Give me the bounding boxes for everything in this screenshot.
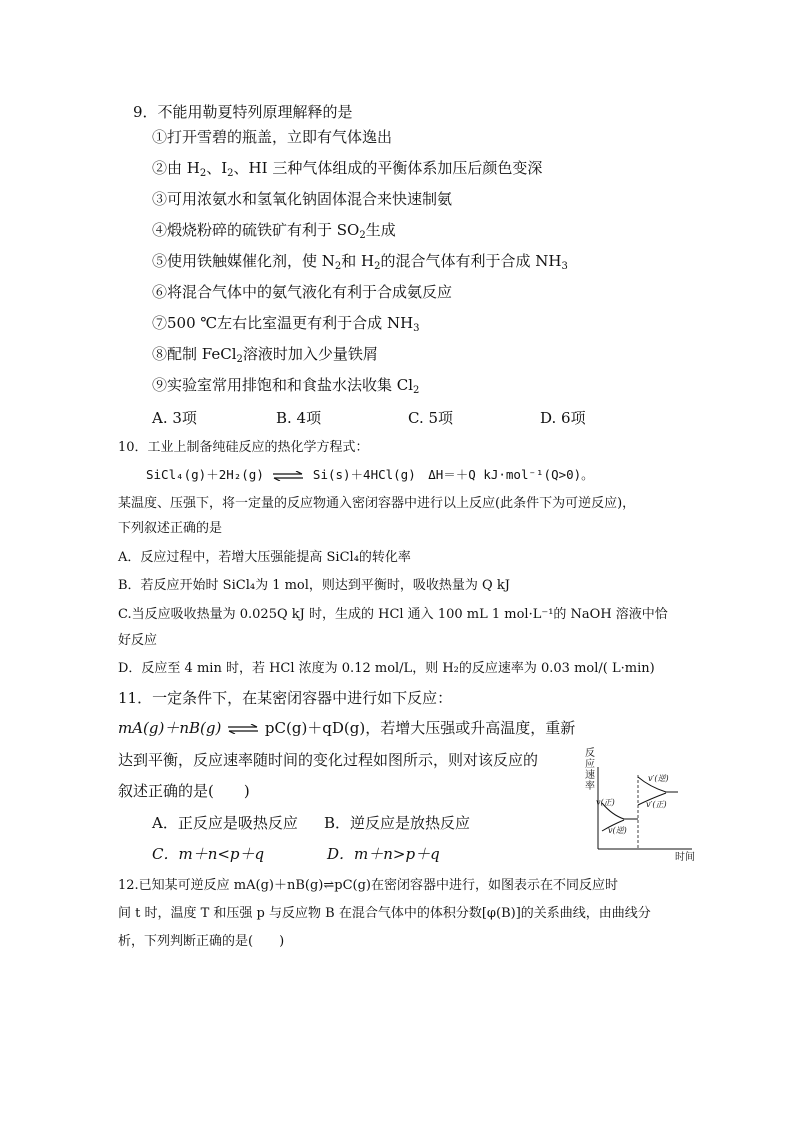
q10-stem: 10．工业上制备纯硅反应的热化学方程式：: [118, 440, 369, 455]
q10-option-a: A．反应过程中，若增大压强能提高 SiCl₄的转化率: [118, 550, 411, 565]
q10-option-d: D．反应至 4 min 时，若 HCl 浓度为 0.12 mol/L，则 H₂的反应速率为 0.03 mol/( L·min): [118, 661, 655, 676]
q9-option-a: A. 3项: [152, 409, 197, 427]
chart-label-v-forward-prime: v′(正): [646, 800, 667, 809]
q11-option-c: C．m＋n<p＋q: [152, 845, 265, 863]
q9-item-1: ①打开雪碧的瓶盖，立即有气体逸出: [152, 128, 393, 146]
q9-option-b: B. 4项: [276, 409, 322, 427]
q11-line3: 叙述正确的是( ): [118, 782, 250, 800]
q9-option-c: C. 5项: [408, 409, 454, 427]
chart-ylabel: 反应速率: [585, 748, 595, 792]
chart-xlabel: 时间: [675, 852, 695, 863]
equilibrium-arrow-icon: [226, 724, 260, 734]
q11-option-b: B．逆反应是放热反应: [324, 814, 471, 832]
q11-line2: 达到平衡，反应速率随时间的变化过程如图所示，则对该反应的: [118, 751, 539, 769]
q10-equation: SiCl₄(g)＋2H₂(g) Si(s)＋4HCl(g) ΔH＝＋Q kJ·mol⁻¹(Q>0)。: [146, 467, 594, 482]
equilibrium-arrow-icon: [271, 471, 305, 481]
q9-item-9: ⑨实验室常用排饱和和食盐水法收集 $Cl_2$: [152, 376, 420, 396]
q11-option-a: A．正反应是吸热反应: [152, 814, 298, 832]
q12-line2: 间 t 时，温度 T 和压强 p 与反应物 B 在混合气体中的体积分数[φ(B)]的关系曲线，由曲线分: [118, 906, 651, 921]
q10-option-c-line1: C.当反应吸收热量为 0.025Q kJ 时，生成的 HCl 通入 100 mL 1 mol·L⁻¹的 NaOH 溶液中恰: [118, 607, 668, 622]
q11-stem: 11．一定条件下，在某密闭容器中进行如下反应：: [118, 689, 453, 707]
q9-option-d: D. 6项: [540, 409, 586, 427]
q9-item-4: ④煅烧粉碎的硫铁矿有利于 $SO_2$生成: [152, 221, 396, 241]
q9-item-6: ⑥将混合气体中的氨气液化有利于合成氨反应: [152, 283, 453, 301]
chart-label-v-reverse-prime: v′(逆): [648, 774, 669, 783]
q9-item-3: ③可用浓氨水和氢氧化钠固体混合来快速制氨: [152, 190, 453, 208]
q9-item-7: ⑦500 ℃左右比室温更有利于合成 $NH_3$: [152, 314, 420, 334]
q9-item-2: ②由 $H_2$、$I_2$、HI 三种气体组成的平衡体系加压后颜色变深: [152, 159, 543, 179]
q10-option-c-line2: 好反应: [118, 633, 158, 648]
q12-line1: 12.已知某可逆反应 mA(g)＋nB(g)⇌pC(g)在密闭容器中进行，如图表示在不同反应时: [118, 878, 619, 893]
q12-line3: 析，下列判断正确的是( ): [118, 934, 285, 949]
q10-description-line1: 某温度、压强下，将一定量的反应物通入密闭容器中进行以上反应(此条件下为可逆反应)，: [118, 496, 636, 511]
chart-label-v-reverse: v(逆): [608, 826, 627, 835]
chart-label-v-forward: v(正): [596, 798, 615, 807]
q10-description-line2: 下列叙述正确的是: [118, 521, 223, 536]
q9-item-5: ⑤使用铁触媒催化剂，使 $N_2$和 $H_2$的混合气体有利于合成 $NH_3$: [152, 252, 568, 272]
q11-option-d: D．m＋n>p＋q: [327, 845, 440, 863]
q9-item-8: ⑧配制 FeCl$_2$溶液时加入少量铁屑: [152, 345, 378, 365]
q11-equation: mA(g)＋nB(g) pC(g)＋qD(g)，若增大压强或升高温度，重新: [118, 719, 576, 737]
q10-option-b: B．若反应开始时 SiCl₄为 1 mol，则达到平衡时，吸收热量为 Q kJ: [118, 578, 510, 593]
q9-stem: 9．不能用勒夏特列原理解释的是: [133, 103, 353, 121]
